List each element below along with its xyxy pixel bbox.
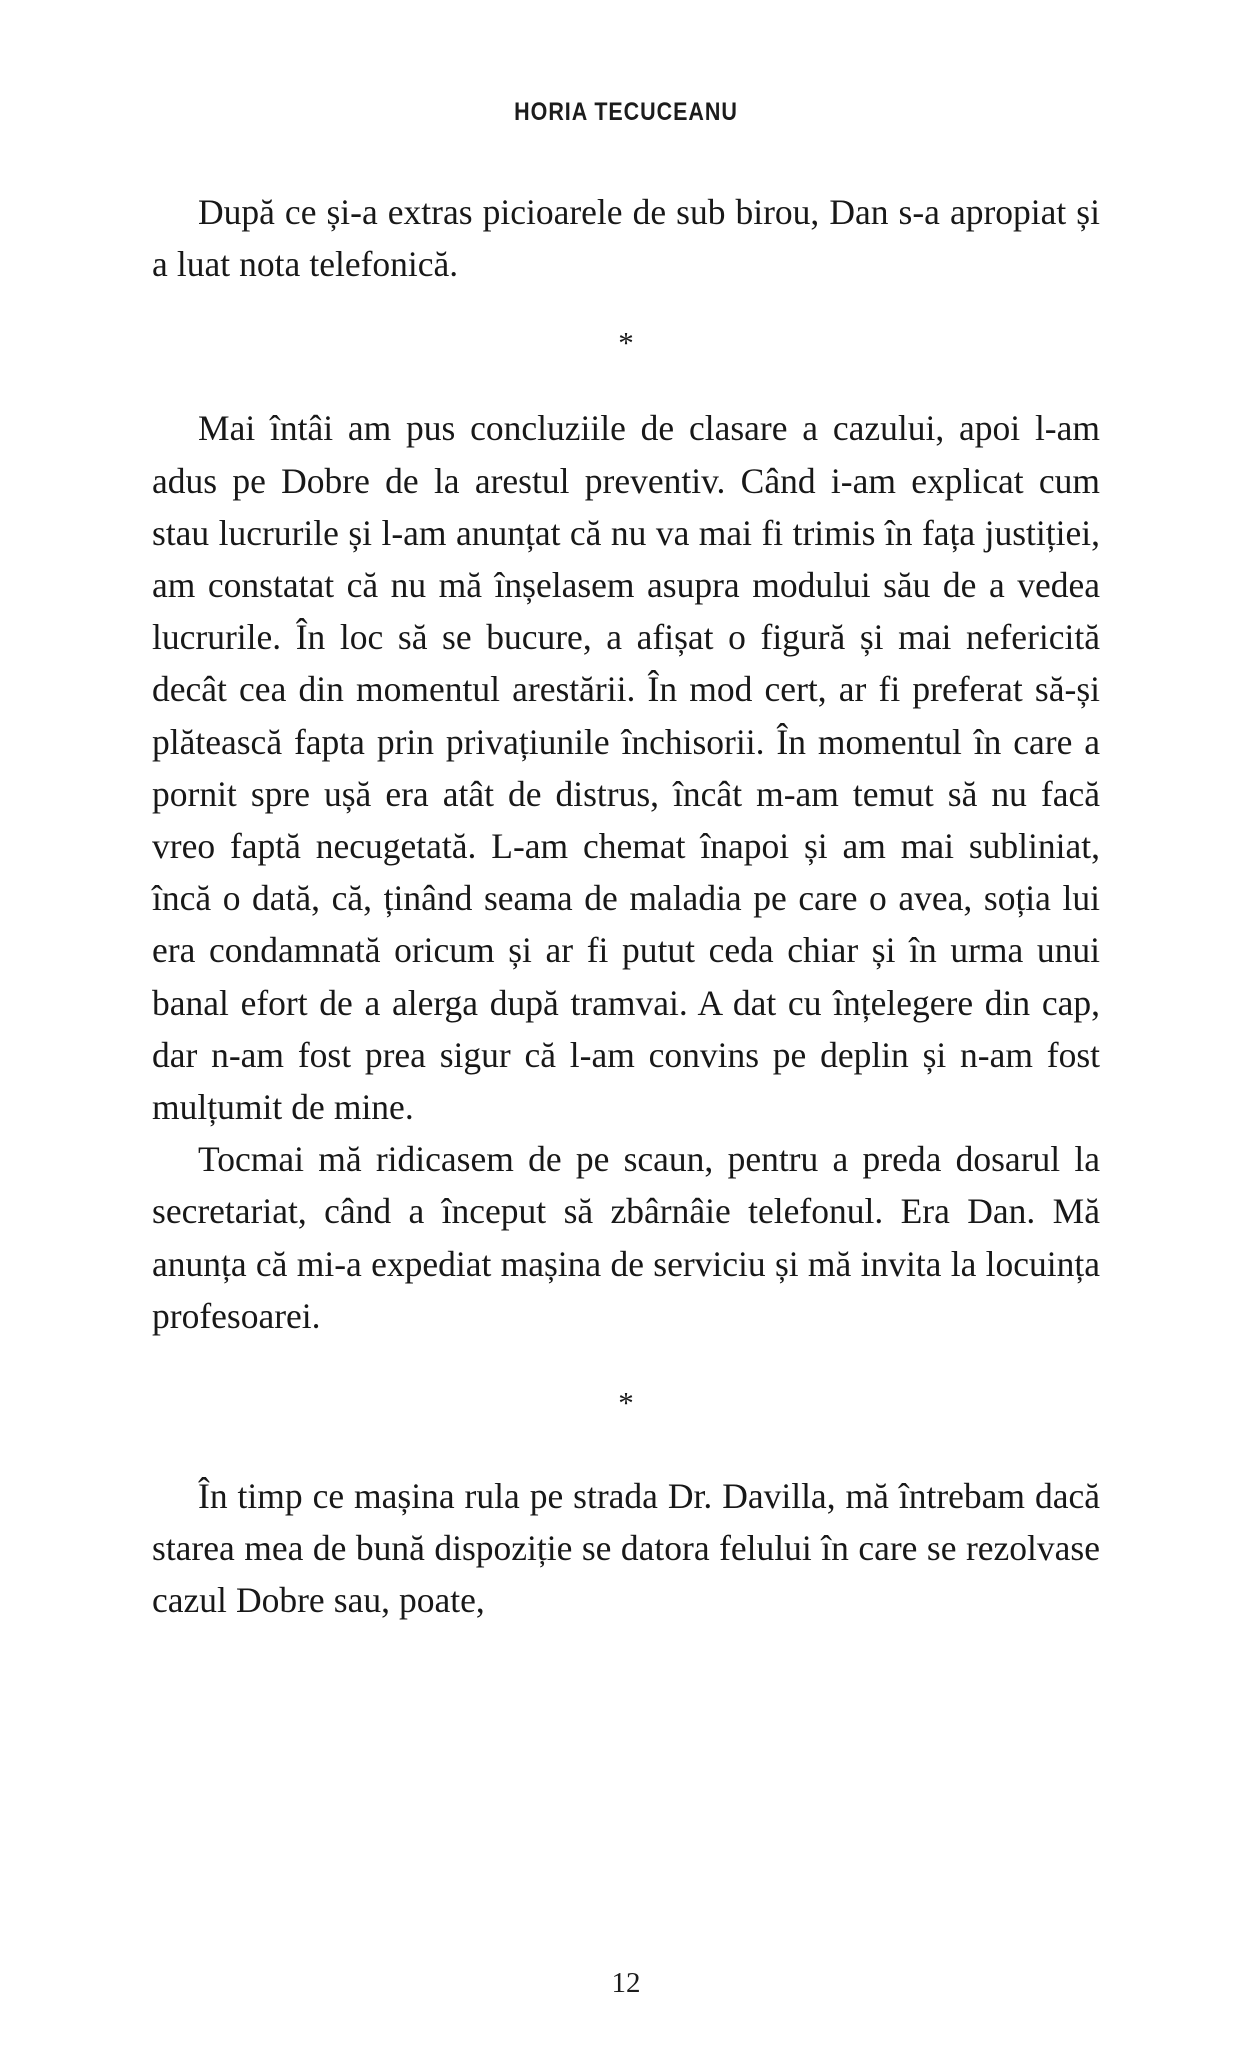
section-divider-2: * (618, 1385, 634, 1421)
section-divider-1: * (618, 325, 634, 361)
paragraph-2: Mai întâi am pus concluziile de clasare a cazului, apoi l-am adus pe Dobre de la arestul preventiv. Când i-am explicat cum stau lucrurile și l-am anunțat că nu va mai fi trimis în fața justiției, am constatat că nu mă înșelasem asupra modului său de a vedea lucrurile. În loc să se bucure, a afișat o figură și mai nefericită decât cea din momentul arestării. În mod cert, ar fi preferat să-și plătească fapta prin privațiunile închisorii. În momentul în care a pornit spre ușă era atât de distrus, încât m-am temut să nu facă vreo faptă necugetată. L-am chemat înapoi și am mai subliniat, încă o dată, că, ținând seama de maladia pe care o avea, soția lui era condamnată oricum și ar fi putut ceda chiar și în urma unui banal efort de a alerga după tramvai. A dat cu înțelegere din cap, dar n-am fost prea sigur că l-am convins pe deplin și n-am fost mulțumit de mine. (152, 408, 1100, 1128)
running-head: HORIA TECUCEANU (514, 98, 738, 126)
paragraph-1: După ce și-a extras picioarele de sub birou, Dan s-a apropiat și a luat nota telefonică. (152, 192, 1100, 285)
paragraph-4: În timp ce mașina rula pe strada Dr. Davilla, mă întrebam dacă starea mea de bună dispoziție se datora felului în care se rezolvase cazul Dobre sau, poate, (152, 1476, 1100, 1621)
paragraph-3: Tocmai mă ridicasem de pe scaun, pentru a preda dosarul la secretariat, când a început să zbârnâie telefonul. Era Dan. Mă anunța că mi-a expediat mașina de serviciu și mă invita la locuința profesoarei. (152, 1139, 1100, 1336)
text-column (152, 186, 1100, 1627)
page-number: 12 (611, 1967, 641, 1999)
